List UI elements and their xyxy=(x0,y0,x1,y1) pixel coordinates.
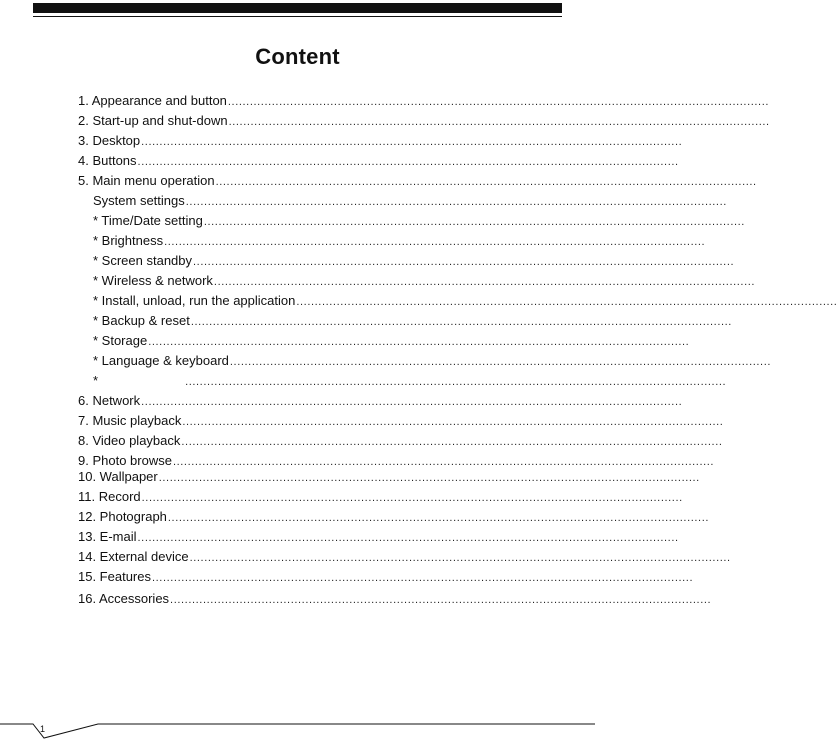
toc-entry-label: 1. Appearance and button xyxy=(78,93,227,108)
toc-entry-label: 9. Photo browse xyxy=(78,453,172,468)
toc-dot-leader: .................................................................................................................................................... xyxy=(152,572,694,584)
toc-dot-leader: .................................................................................................................................................... xyxy=(148,336,690,348)
toc-entry-label: 12. Photograph xyxy=(78,509,167,524)
toc-dot-leader: .................................................................................................................................................... xyxy=(141,136,683,148)
toc-dot-leader: .................................................................................................................................................... xyxy=(185,376,727,388)
toc-dot-leader: .................................................................................................................................................... xyxy=(228,116,770,128)
toc-dot-leader: .................................................................................................................................................... xyxy=(203,216,745,228)
toc-dot-leader: .................................................................................................................................................... xyxy=(181,436,723,448)
toc-entry-label: * Screen standby xyxy=(93,253,193,268)
toc-entry-label: 7. Music playback xyxy=(78,413,182,428)
toc-dot-leader: .................................................................................................................................................... xyxy=(167,512,710,524)
toc-entry-label: * Brightness xyxy=(93,233,164,248)
toc-dot-leader: .................................................................................................................................................... xyxy=(185,196,727,208)
toc-dot-leader: .................................................................................................................................................... xyxy=(141,492,683,504)
toc-entry-label: * Language & keyboard xyxy=(93,353,229,368)
page-number: 1 xyxy=(40,724,46,734)
toc-dot-leader: .................................................................................................................................................... xyxy=(158,472,700,484)
toc-dot-leader: .................................................................................................................................................... xyxy=(182,416,724,428)
toc-entry-label: 5. Main menu operation xyxy=(78,173,215,188)
toc-dot-leader: .................................................................................................................................................... xyxy=(296,296,837,308)
toc-dot-leader: .................................................................................................................................................... xyxy=(164,236,706,248)
toc-dot-leader: .................................................................................................................................................... xyxy=(170,594,712,606)
toc-entry-label: 16. Accessories xyxy=(78,591,170,606)
toc-dot-leader: .................................................................................................................................................... xyxy=(193,256,735,268)
toc-entry-label: 8. Video playback xyxy=(78,433,181,448)
toc-entry-label: * Time/Date setting xyxy=(93,213,203,228)
toc-entry-label: * Wireless & network xyxy=(93,273,213,288)
toc-dot-leader: .................................................................................................................................................... xyxy=(189,552,731,564)
toc-dot-leader: .................................................................................................................................................... xyxy=(141,396,683,408)
toc-dot-leader: .................................................................................................................................................... xyxy=(137,156,679,168)
toc-entry-label: * xyxy=(93,373,99,388)
toc-entry-label: 15. Features xyxy=(78,569,151,584)
toc-dot-leader: .................................................................................................................................................... xyxy=(137,532,679,544)
toc-entry-label: 6. Network xyxy=(78,393,141,408)
page-title: Content xyxy=(255,44,340,69)
toc-entry-label: * Backup & reset xyxy=(93,313,190,328)
toc-dot-leader: .................................................................................................................................................... xyxy=(213,276,756,288)
toc-dot-leader: .................................................................................................................................................... xyxy=(172,456,715,468)
toc-entry-label: 14. External device xyxy=(78,549,189,564)
toc-entry-label: * Install, unload, run the application xyxy=(93,293,296,308)
toc-entry-label: 10. Wallpaper xyxy=(78,469,158,484)
toc-dot-leader: .................................................................................................................................................... xyxy=(227,96,770,108)
toc-entry-label: 13. E-mail xyxy=(78,529,137,544)
toc-dot-leader: .................................................................................................................................................... xyxy=(215,176,757,188)
toc-dot-leader: .................................................................................................................................................... xyxy=(229,356,771,368)
toc-entry-label: 2. Start-up and shut-down xyxy=(78,113,228,128)
toc-entry-label: 3. Desktop xyxy=(78,133,141,148)
toc-entry-label: * Storage xyxy=(93,333,148,348)
toc-entry-label: 4. Buttons xyxy=(78,153,137,168)
toc-entry-label: System settings xyxy=(93,193,185,208)
toc-entry-label: 11. Record xyxy=(78,489,141,504)
toc-dot-leader: .................................................................................................................................................... xyxy=(190,316,732,328)
